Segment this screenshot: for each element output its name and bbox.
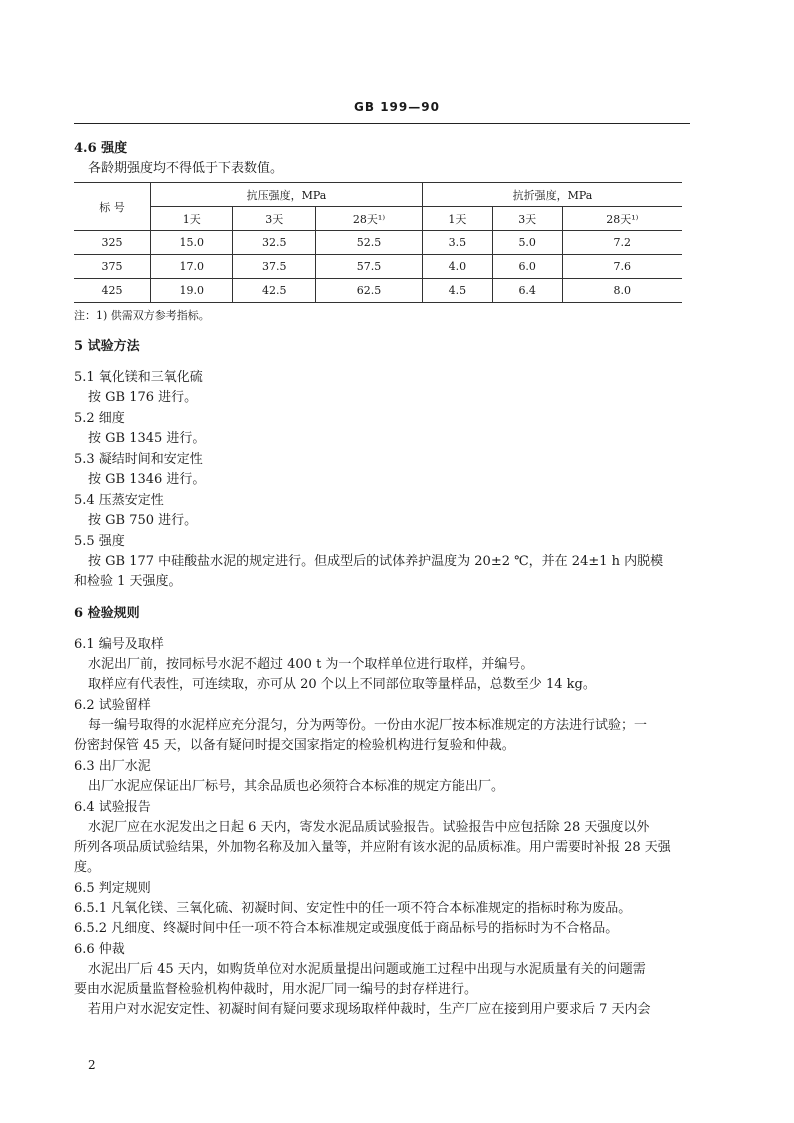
table-cell: 6.0 [492,255,562,279]
compressive-header: 抗压强度，MPa [151,183,423,207]
section-5-2-title: 5.2 细度 [74,411,125,426]
day-header: 3天 [233,207,315,231]
section-6-5-title: 6.5 判定规则 [74,881,151,896]
section-4-6-title: 4.6 强度 [74,141,128,156]
table-cell: 19.0 [151,279,233,303]
table-row [74,279,682,303]
page-number: 2 [88,1058,96,1072]
section-6-5-2: 6.5.2 凡细度、终凝时间中任一项不符合本标准规定或强度低于商品标号的指标时为不合格品。 [74,921,619,936]
table-row [74,255,682,279]
section-5-4-body: 按 GB 750 进行。 [88,513,198,528]
day-header: 1天 [423,207,493,231]
section-6-3-line1: 出厂水泥应保证出厂标号，其余品质也必须符合本标准的规定方能出厂。 [88,779,505,794]
table-cell: 6.4 [492,279,562,303]
table-note: 注：1) 供需双方参考指标。 [74,309,210,322]
section-5-4-title: 5.4 压蒸安定性 [74,493,164,508]
table-cell: 4.0 [423,255,493,279]
section-5-3-body: 按 GB 1346 进行。 [88,472,206,487]
day-header: 1天 [151,207,233,231]
grade-cell: 425 [74,279,151,303]
section-6-4-line2: 所列各项品质试验结果，外加物名称及加入量等，并应附有该水泥的品质标准。用户需要时补报 28 天强 [74,840,671,855]
section-5-title: 5 试验方法 [74,339,140,354]
section-6-2-title: 6.2 试验留样 [74,698,151,713]
section-6-6-line1: 水泥出厂后 45 天内，如购货单位对水泥质量提出问题或施工过程中出现与水泥质量有关的问题需 [88,962,646,977]
section-6-2-line1: 每一编号取得的水泥样应充分混匀，分为两等份。一份由水泥厂按本标准规定的方法进行试验；一 [88,718,648,733]
section-6-6-title: 6.6 仲裁 [74,942,125,957]
grade-cell: 375 [74,255,151,279]
section-6-3-title: 6.3 出厂水泥 [74,759,151,774]
section-6-4-line1: 水泥厂应在水泥发出之日起 6 天内，寄发水泥品质试验报告。试验报告中应包括除 28 天强度以外 [88,820,650,835]
section-5-1-body: 按 GB 176 进行。 [88,390,198,405]
grade-header: 标 号 [74,183,151,231]
section-5-5-line1: 按 GB 177 中硅酸盐水泥的规定进行。但成型后的试体养护温度为 20±2 ℃，并在 24±1 h 内脱模 [88,554,664,569]
table-cell: 32.5 [233,231,315,255]
grade-cell: 325 [74,231,151,255]
section-6-1-title: 6.1 编号及取样 [74,637,164,652]
day-header: 3天 [492,207,562,231]
table-cell: 4.5 [423,279,493,303]
table-cell: 3.5 [423,231,493,255]
table-cell: 8.0 [562,279,682,303]
table-cell: 7.2 [562,231,682,255]
section-6-1-line1: 水泥出厂前，按同标号水泥不超过 400 t 为一个取样单位进行取样，并编号。 [88,657,534,672]
section-5-5-line2: 和检验 1 天强度。 [74,574,182,589]
strength-table [74,182,682,303]
section-6-6-line3: 若用户对水泥安定性、初凝时间有疑问要求现场取样仲裁时，生产厂应在接到用户要求后 7 天内会 [88,1002,651,1017]
table-cell: 5.0 [492,231,562,255]
section-6-4-title: 6.4 试验报告 [74,800,151,815]
section-6-title: 6 检验规则 [74,606,140,621]
section-5-5-title: 5.5 强度 [74,534,125,549]
section-6-4-line3: 度。 [74,860,101,875]
table-row [74,231,682,255]
day-header: 28天¹⁾ [315,207,422,231]
flexural-header: 抗折强度，MPa [423,183,682,207]
table-cell: 37.5 [233,255,315,279]
page-header: GB 199—90 [354,100,440,114]
section-6-5-1: 6.5.1 凡氧化镁、三氧化硫、初凝时间、安定性中的任一项不符合本标准规定的指标时称为废品。 [74,901,632,916]
section-4-6-intro: 各龄期强度均不得低于下表数值。 [88,161,284,176]
section-5-3-title: 5.3 凝结时间和安定性 [74,452,203,467]
section-5-2-body: 按 GB 1345 进行。 [88,431,206,446]
section-6-1-line2: 取样应有代表性，可连续取，亦可从 20 个以上不同部位取等量样品，总数至少 14 kg。 [88,677,596,692]
section-6-2-line2: 份密封保管 45 天，以备有疑问时提交国家指定的检验机构进行复验和仲裁。 [74,738,515,753]
table-cell: 62.5 [315,279,422,303]
header-rule [74,123,690,124]
table-cell: 57.5 [315,255,422,279]
table-cell: 42.5 [233,279,315,303]
day-header: 28天¹⁾ [562,207,682,231]
section-6-6-line2: 要由水泥质量监督检验机构仲裁时，用水泥厂同一编号的封存样进行。 [74,982,478,997]
table-cell: 7.6 [562,255,682,279]
table-cell: 17.0 [151,255,233,279]
table-cell: 15.0 [151,231,233,255]
section-5-1-title: 5.1 氧化镁和三氧化硫 [74,370,203,385]
table-cell: 52.5 [315,231,422,255]
